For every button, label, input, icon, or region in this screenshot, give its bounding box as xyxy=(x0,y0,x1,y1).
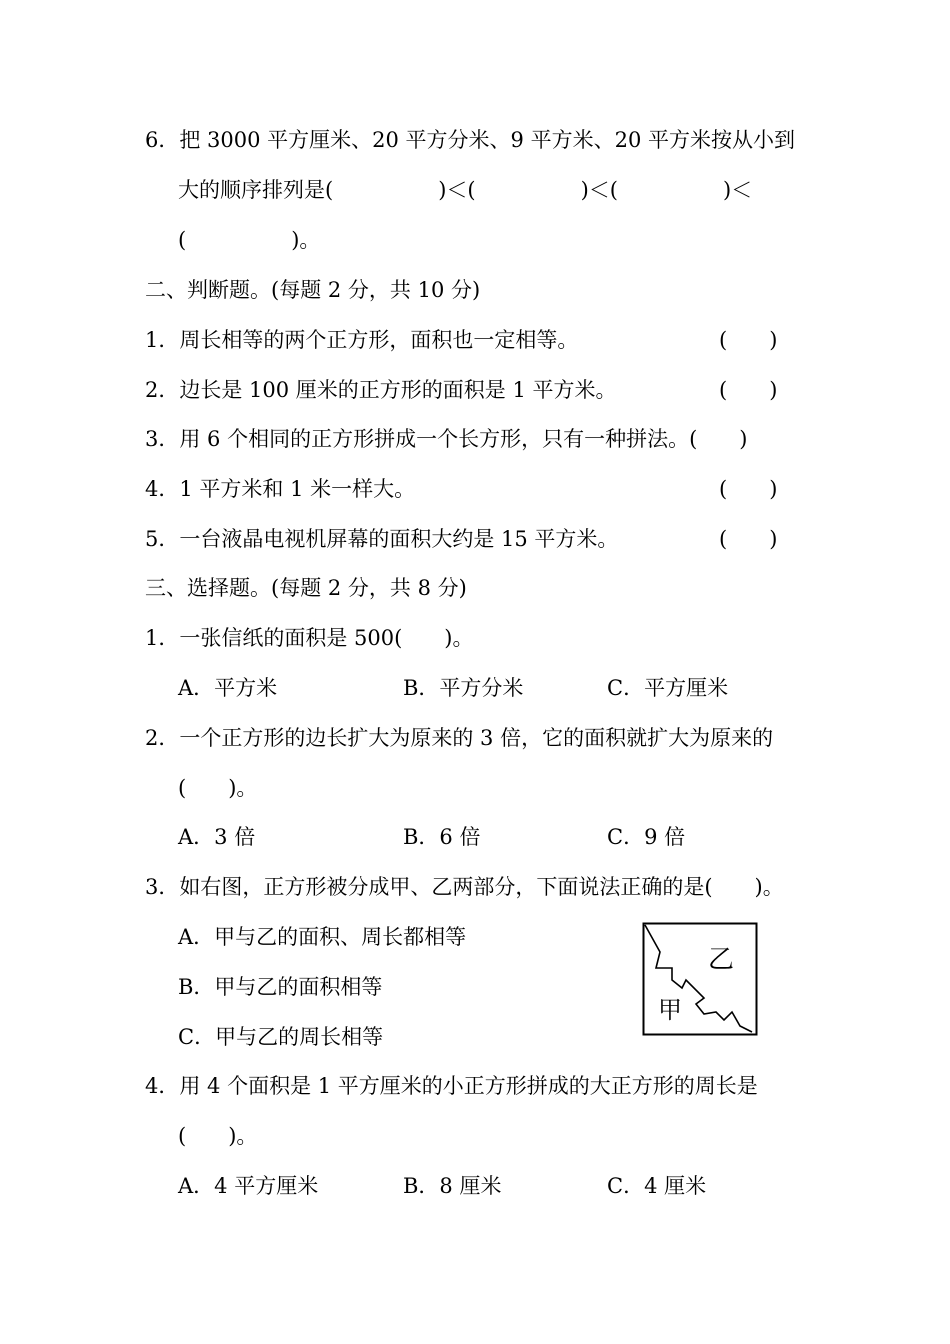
judge-answer-5[interactable]: ( ) xyxy=(719,527,778,551)
choice-q1-option-a[interactable]: A．平方米 xyxy=(178,676,278,700)
judge-answer-2[interactable]: ( ) xyxy=(719,378,778,402)
judge-item-1: 1．周长相等的两个正方形，面积也一定相等。 xyxy=(145,328,579,352)
choice-q1-option-b[interactable]: B．平方分米 xyxy=(403,676,524,700)
choice-q2-option-b[interactable]: B．6 倍 xyxy=(403,825,481,849)
judge-item-4: 4．1 平方米和 1 米一样大。 xyxy=(145,477,416,501)
choice-q2-option-a[interactable]: A．3 倍 xyxy=(178,825,256,849)
choice-q3-stem: 3．如右图，正方形被分成甲、乙两部分，下面说法正确的是( )。 xyxy=(145,875,784,899)
label-yi: 乙 xyxy=(708,945,735,975)
choice-q3-option-b[interactable]: B．甲与乙的面积相等 xyxy=(178,975,383,999)
choice-q1-option-c[interactable]: C．平方厘米 xyxy=(607,676,729,700)
choice-q4-option-b[interactable]: B．8 厘米 xyxy=(403,1174,502,1198)
choice-q4-option-a[interactable]: A．4 平方厘米 xyxy=(178,1174,319,1198)
judge-heading: 二、判断题。(每题 2 分，共 10 分) xyxy=(145,278,481,302)
choice-q2-option-c[interactable]: C．9 倍 xyxy=(607,825,686,849)
split-square-figure xyxy=(642,922,760,1038)
choice-q4-option-c[interactable]: C．4 厘米 xyxy=(607,1174,707,1198)
choice-q4-stem-1: 4．用 4 个面积是 1 平方厘米的小正方形拼成的大正方形的周长是 xyxy=(145,1074,758,1098)
q6-line-3: ( )。 xyxy=(178,228,321,252)
judge-item-5: 5．一台液晶电视机屏幕的面积大约是 15 平方米。 xyxy=(145,527,619,551)
judge-item-2: 2．边长是 100 厘米的正方形的面积是 1 平方米。 xyxy=(145,378,617,402)
choice-q2-stem-1: 2．一个正方形的边长扩大为原来的 3 倍，它的面积就扩大为原来的 xyxy=(145,726,774,750)
choice-q1-stem: 1．一张信纸的面积是 500( )。 xyxy=(145,626,474,650)
choice-q3-option-a[interactable]: A．甲与乙的面积、周长都相等 xyxy=(178,925,467,949)
choice-heading: 三、选择题。(每题 2 分，共 8 分) xyxy=(145,576,467,600)
choice-q2-stem-2: ( )。 xyxy=(178,776,258,800)
choice-q4-stem-2: ( )。 xyxy=(178,1124,258,1148)
judge-answer-4[interactable]: ( ) xyxy=(719,477,778,501)
q6-line-1: 6．把 3000 平方厘米、20 平方分米、9 平方米、20 平方米按从小到 xyxy=(145,128,795,152)
label-jia: 甲 xyxy=(658,996,682,1024)
choice-q3-option-c[interactable]: C．甲与乙的周长相等 xyxy=(178,1025,384,1049)
q6-line-2: 大的顺序排列是( )＜( )＜( )＜ xyxy=(178,178,753,202)
judge-item-3: 3．用 6 个相同的正方形拼成一个长方形，只有一种拼法。( ) xyxy=(145,427,748,451)
judge-answer-1[interactable]: ( ) xyxy=(719,328,778,352)
